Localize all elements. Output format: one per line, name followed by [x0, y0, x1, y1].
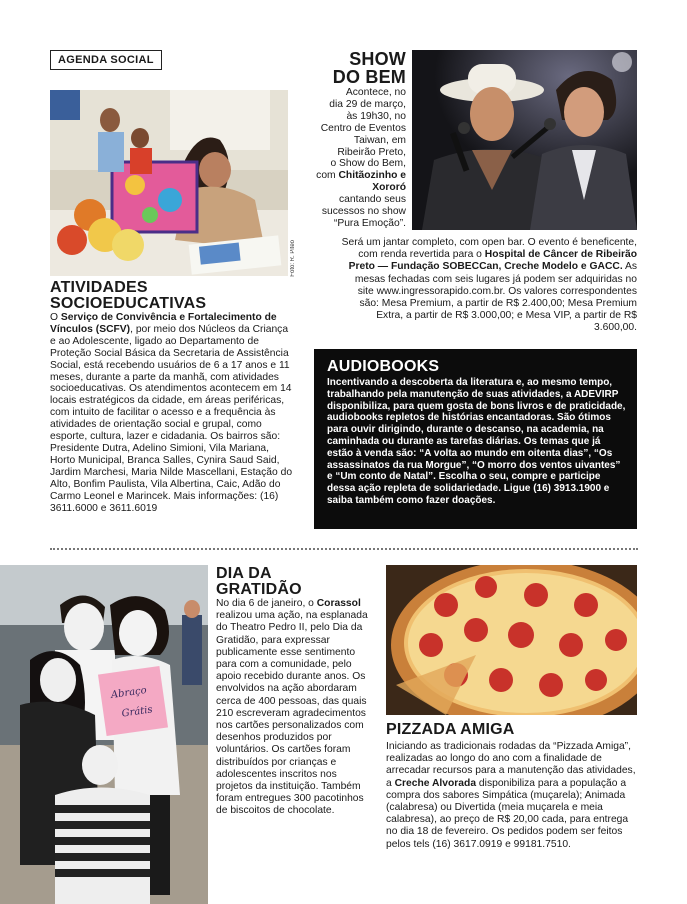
pizzada-title: PIZZADA AMIGA — [386, 721, 515, 738]
sign-text-line1: Abraço — [110, 685, 148, 701]
audiobooks-title: AUDIOBOOKS — [327, 358, 440, 375]
show-line: o Show do Bem, — [330, 158, 406, 170]
show-wide-text: Será um jantar completo, com open bar. O evento é beneficente, com renda revertida para o Hospital de Câncer de Ribeirão Preto — Fundação SOBECCan, Creche Modelo e GACC. As mesas fechadas com seis lugares já podem ser adquiridas no site www.ingressorapido.com.br. Os valores correspondentes são: Mesa Premium, a partir de R$ 2.400,00; Mesa Premium Extra, a partir de R$ 3.000,00; e Mesa VIP, a partir de R$ 3.600,00. — [341, 237, 637, 334]
gratidao-title-line1: DIA DA — [216, 565, 272, 582]
pizzada-org: Creche Alvorada — [394, 777, 477, 789]
audiobooks-text: Incentivando a descoberta da literatura e, ao mesmo tempo, trabalhando pela manutenção de suas atividades, a ADEVIRP disponibiliza, para quem gosta de bons livros e de praticidade, audiobooks repletos de histórias encantadoras. São ótimos para ouvir dirigindo, durante o descanso, na academia, na caminhada ou durante as tarefas diárias. Os temas que já estão à venda são: “A volta ao mundo em oitenta dias”, “Os assassinatos da rua Morgue”, “O morro dos ventos uivantes” e “Um conto de Natal”. Escolha o seu, compre e participe dessa ação repleta de solidariedade. Ligue (16) 3913.1900 e saiba também como fazer doações. — [327, 377, 626, 506]
show-line: “Pura Emoção”. — [333, 217, 406, 229]
pizza-photo — [386, 565, 637, 715]
gratidao-text: No dia 6 de janeiro, o Corassol realizou uma ação, na esplanada do Theatro Pedro II, pelo Dia da Gratidão, para expressar publicamente esse sentimento para com a comunidade, pelo apoio recebido durante anos. Os envolvidos na ação abordaram cerca de 400 pessoas, das quais 210 escreveram agradecimentos nos cartões personalizados com desenhos produzidos por voluntários. Os cartões foram distribuídos por crianças e adolescentes inscritos nos projetos da instituição. Também foram entregues 300 pacotinhos de biscoitos de chocolate. — [216, 598, 368, 817]
atividades-text: O Serviço de Convivência e Fortalecimento de Vínculos (SCFV), por meio dos Núcleos da Criança e ao Adolescente, ligado ao Departamento de Proteção Social Básica da Secretaria de Assistência Social, está recebendo usuários de 6 a 17 anos e 11 meses, durante a parte da manhã, com atividades socioeducativas. Os atendimentos acontecem em 14 locais estratégicos da cidade, em áreas periféricas, com intuito de facilitar o acesso e a frequência às atividades de orientação social e grupal, como esporte, cultura, lazer e cidadania. Os bairros são: Presidente Dutra, Adelino Simioni, Vila Mariana, Horto Municipal, Branca Salles, Cynira Saud Said, Jardim Marchesi, Maria Nilde Mascellani, Estação do Alto, Bonfim Paulista, Vila Albertina, Caic, Adão do Carmo Leonel e Marincek. Mais informações: (16) 3611.6000 e 3611.6019 — [50, 312, 293, 514]
show-narrow-text — [300, 87, 406, 230]
show-artists: Chitãozinho e Xororó — [338, 170, 406, 194]
atividades-title-line1: ATIVIDADES — [50, 279, 148, 296]
gratidao-org: Corassol — [316, 598, 361, 609]
gratidao-photo — [0, 565, 208, 904]
gratidao-title — [216, 566, 302, 598]
atividades-photo — [50, 90, 288, 276]
show-line: às 19h30, no — [346, 110, 406, 122]
show-beneficiaries: Hospital de Câncer de Ribeirão Preto — Fundação SOBECCan, Creche Modelo e GACC. — [348, 249, 637, 273]
gratidao-title-line2: GRATIDÃO — [216, 581, 302, 598]
show-title-line2: DO BEM — [332, 67, 406, 87]
show-line: cantando seus — [339, 194, 406, 206]
pizzada-text: Iniciando as tradicionais rodadas da “Pizzada Amiga”, realizadas ao longo do ano com a finalidade de arrecadar recursos para a manutenção das atividades, a Creche Alvorada disponibiliza para a população a compra dos sabores Simpática (muçarela); Animada (calabresa) ou Divertida (meia muçarela e meia calabresa), ao preço de R$ 20,00 cada, para entrega no dia 18 de fevereiro. Os pedidos podem ser feitos pelos tels (16) 3617.0919 e 99181.7510. — [386, 741, 636, 850]
sign-text-line2: Grátis — [120, 704, 154, 720]
show-line: Ribeirão Preto, — [337, 146, 406, 158]
show-line: com Chitãozinho e Xororó — [316, 170, 406, 194]
show-title — [320, 50, 406, 86]
show-line: Acontece, no — [345, 87, 406, 98]
show-line: Centro de Eventos — [320, 122, 406, 134]
photo-credit: Foto: R. Piteo — [290, 240, 296, 277]
show-line: sucessos no show — [321, 206, 406, 218]
show-line: Taiwan, em — [353, 134, 406, 146]
atividades-title-line2: SOCIOEDUCATIVAS — [50, 295, 207, 312]
show-line: dia 29 de março, — [329, 98, 406, 110]
section-tag: AGENDA SOCIAL — [50, 50, 162, 70]
atividades-title — [50, 280, 206, 312]
section-divider — [50, 548, 638, 550]
audiobooks-box — [314, 349, 637, 529]
atividades-program: Serviço de Convivência e Fortalecimento de Vínculos (SCFV) — [50, 312, 277, 335]
audiobooks-org: ADEVIRP — [573, 388, 619, 400]
show-title-line1: SHOW — [349, 49, 406, 69]
show-photo — [412, 50, 637, 230]
